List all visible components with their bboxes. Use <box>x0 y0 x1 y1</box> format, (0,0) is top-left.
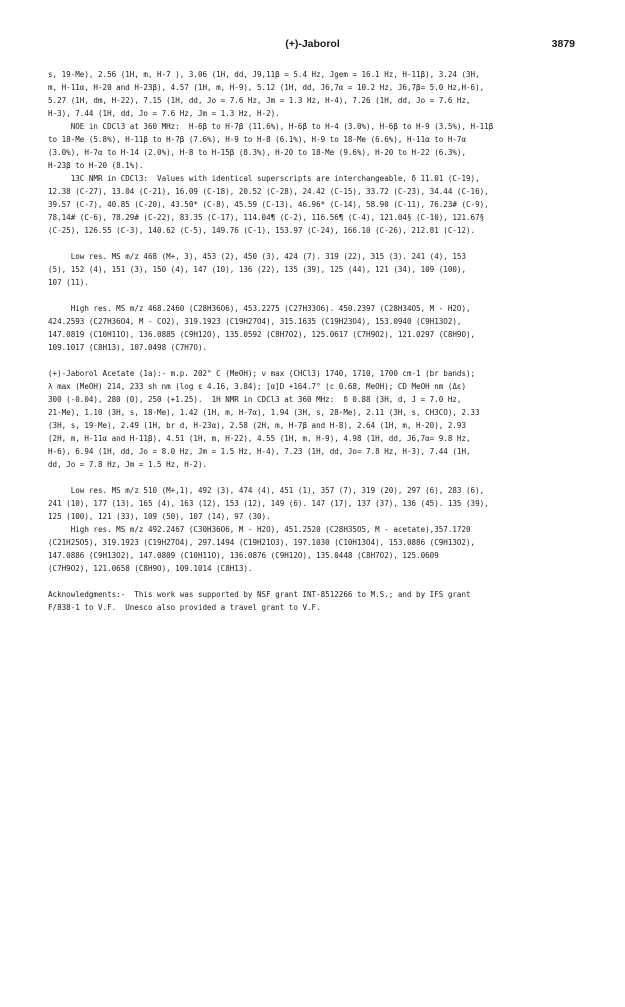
text-line: Low res. MS m/z 468 (M+, 3), 453 (2), 450 (3), 424 (7). 319 (22), 315 (3). 241 (4), 153 <box>48 252 467 261</box>
article-body <box>48 68 588 614</box>
text-line: 424.2593 (C27H36O4, M - CO2), 319.1923 (C19H27O4), 315.1635 (C19H23O4), 153.0940 (C9H13O2), <box>48 317 462 326</box>
paragraph <box>48 68 588 237</box>
text-line: 147.0886 (C9H13O2), 147.0809 (C10H11O), 136.0876 (C9H12O), 135.0448 (C8H7O2), 125.0609 <box>48 551 439 560</box>
text-line: 13C NMR in CDCl3: Values with identical superscripts are interchangeable, δ 11.01 (C-19), <box>48 174 480 183</box>
text-line: 109.1017 (C8H13), 107.0498 (C7H7O). <box>48 343 208 352</box>
text-line: m, H-11α, H-20 and H-23β), 4.57 (1H, m, H-9), 5.12 (1H, dd, J6,7α = 10.2 Hz, J6,7β= 5.0 Hz,H-6), <box>48 83 485 92</box>
paragraph <box>48 484 588 575</box>
text-line: H-3), 7.44 (1H, dd, Jo = 7.6 Hz, Jm = 1.3 Hz, H-2). <box>48 109 280 118</box>
paragraph-gap <box>48 354 588 367</box>
text-line: High res. MS m/z 468.2460 (C28H36O6), 453.2275 (C27H33O6). 450.2397 (C28H34O5, M - H2O), <box>48 304 471 313</box>
text-line: H-23β to H-20 (8.1%). <box>48 161 144 170</box>
running-title: (+)-Jaborol <box>285 38 340 50</box>
text-line: 125 (100), 121 (33), 109 (50), 107 (14), 97 (30). <box>48 512 271 521</box>
page-number: 3879 <box>551 38 575 50</box>
paragraph <box>48 367 588 471</box>
paragraph-gap <box>48 471 588 484</box>
text-line: F/838-1 to V.F. Unesco also provided a travel grant to V.F. <box>48 603 321 612</box>
text-line: (+)-Jaborol Acetate (1a):- m.p. 202° C (MeOH); ν max (CHCl3) 1740, 1710, 1700 cm-1 (br bands); <box>48 369 476 378</box>
paragraph-gap <box>48 575 588 588</box>
paragraph-gap <box>48 289 588 302</box>
text-line: λ max (MeOH) 214, 233 sh nm (log ε 4.16, 3.84); [α]D +164.7° (c 0.68, MeOH); CD MeOH nm (Δε) <box>48 382 467 391</box>
text-line: to 18-Me (5.8%), H-11β to H-7β (7.6%), H-9 to H-8 (6.1%), H-9 to 18-Me (6.6%), H-11α to H-7α <box>48 135 467 144</box>
paragraph-gap <box>48 237 588 250</box>
text-line: 5.27 (1H, dm, H-22), 7.15 (1H, dd, Jo = 7.6 Hz, Jm = 1.3 Hz, H-4), 7.26 (1H, dd, Jo = 7.6 Hz, <box>48 96 471 105</box>
text-line: High res. MS m/z 492.2467 (C30H36O6, M - H2O), 451.2520 (C28H35O5, M - acetate),357.1720 <box>48 525 471 534</box>
text-line: (3H, s, 19-Me), 2.49 (1H, br d, H-23α), 2.58 (2H, m, H-7β and H-8), 2.64 (1H, m, H-20), 2.93 <box>48 421 467 430</box>
text-line: 300 (-0.04), 280 (0), 250 (+1.25). 1H NMR in CDCl3 at 360 MHz: δ 0.88 (3H, d, J = 7.0 Hz, <box>48 395 462 404</box>
text-line: 107 (11). <box>48 278 89 287</box>
paragraph <box>48 588 588 614</box>
text-line: Acknowledgments:- This work was supported by NSF grant INT-8512266 to M.S.; and by IFS grant <box>48 590 471 599</box>
text-line: s, 19-Me), 2.56 (1H, m, H-7 ), 3.06 (1H, dd, J9,11β = 5.4 Hz, Jgem = 16.1 Hz, H-11β), 3.24 (3H, <box>48 70 480 79</box>
text-line: (2H, m, H-11α and H-11β), 4.51 (1H, m, H-22), 4.55 (1H, m, H-9), 4.98 (1H, dd, J6,7α= 9.8 Hz, <box>48 434 471 443</box>
text-line: dd, Jo = 7.8 Hz, Jm = 1.5 Hz, H-2). <box>48 460 208 469</box>
text-line: 21-Me), 1.10 (3H, s, 18-Me), 1.42 (1H, m, H-7α), 1.94 (3H, s, 28-Me), 2.11 (3H, s, CH3CO), 2.33 <box>48 408 480 417</box>
text-line: (C-25), 126.55 (C-3), 140.62 (C-5), 149.76 (C-1), 153.97 (C-24), 166.10 (C-26), 212.81 (C-12). <box>48 226 476 235</box>
paragraph <box>48 302 588 354</box>
text-line: 78.14# (C-6), 78.29# (C-22), 83.35 (C-17), 114.04¶ (C-2), 116.56¶ (C-4), 121.04§ (C-10), 121.67§ <box>48 213 485 222</box>
text-line: 39.57 (C-7), 40.85 (C-20), 43.50* (C-8), 45.59 (C-13), 46.96* (C-14), 58.90 (C-11), 76.23# (C-9), <box>48 200 489 209</box>
text-line: Low res. MS m/z 510 (M+,1), 492 (3), 474 (4), 451 (1), 357 (7), 319 (20), 297 (6), 283 (6), <box>48 486 485 495</box>
paragraph <box>48 250 588 289</box>
text-line: H-6), 6.94 (1H, dd, Jo = 8.0 Hz, Jm = 1.5 Hz, H-4), 7.23 (1H, dd, Jo= 7.8 Hz, H-3), 7.44 (1H, <box>48 447 471 456</box>
text-line: (5), 152 (4), 151 (3), 150 (4), 147 (10), 136 (22), 135 (39), 125 (44), 121 (34), 109 (100), <box>48 265 467 274</box>
text-line: (C7H9O2), 121.0658 (C8H9O), 109.1014 (C8H13). <box>48 564 253 573</box>
text-line: 147.0819 (C10H11O), 136.0885 (C9H12O), 135.0592 (C8H7O2), 125.0617 (C7H9O2), 121.0297 (C8H9O), <box>48 330 476 339</box>
text-line: (C21H25O5), 319.1923 (C19H27O4), 297.1494 (C19H21O3), 197.1030 (C10H13O4), 153.0886 (C9H13O2), <box>48 538 476 547</box>
text-line: (3.0%), H-7α to H-14 (2.0%), H-8 to H-15β (8.3%), H-20 to 18-Me (9.6%), H-20 to H-22 (6.3%), <box>48 148 467 157</box>
text-line: 241 (10), 177 (13), 165 (4), 163 (12), 153 (12), 149 (6). 147 (17), 137 (37), 136 (45). 135 (39), <box>48 499 489 508</box>
text-line: 12.38 (C-27), 13.04 (C-21), 16.09 (C-18), 20.52 (C-28), 24.42 (C-15), 33.72 (C-23), 34.44 (C-16), <box>48 187 489 196</box>
text-line: NOE in CDCl3 at 360 MHz: H-6β to H-7β (11.6%), H-6β to H-4 (3.0%), H-6β to H-9 (3.5%), H-11β <box>48 122 494 131</box>
